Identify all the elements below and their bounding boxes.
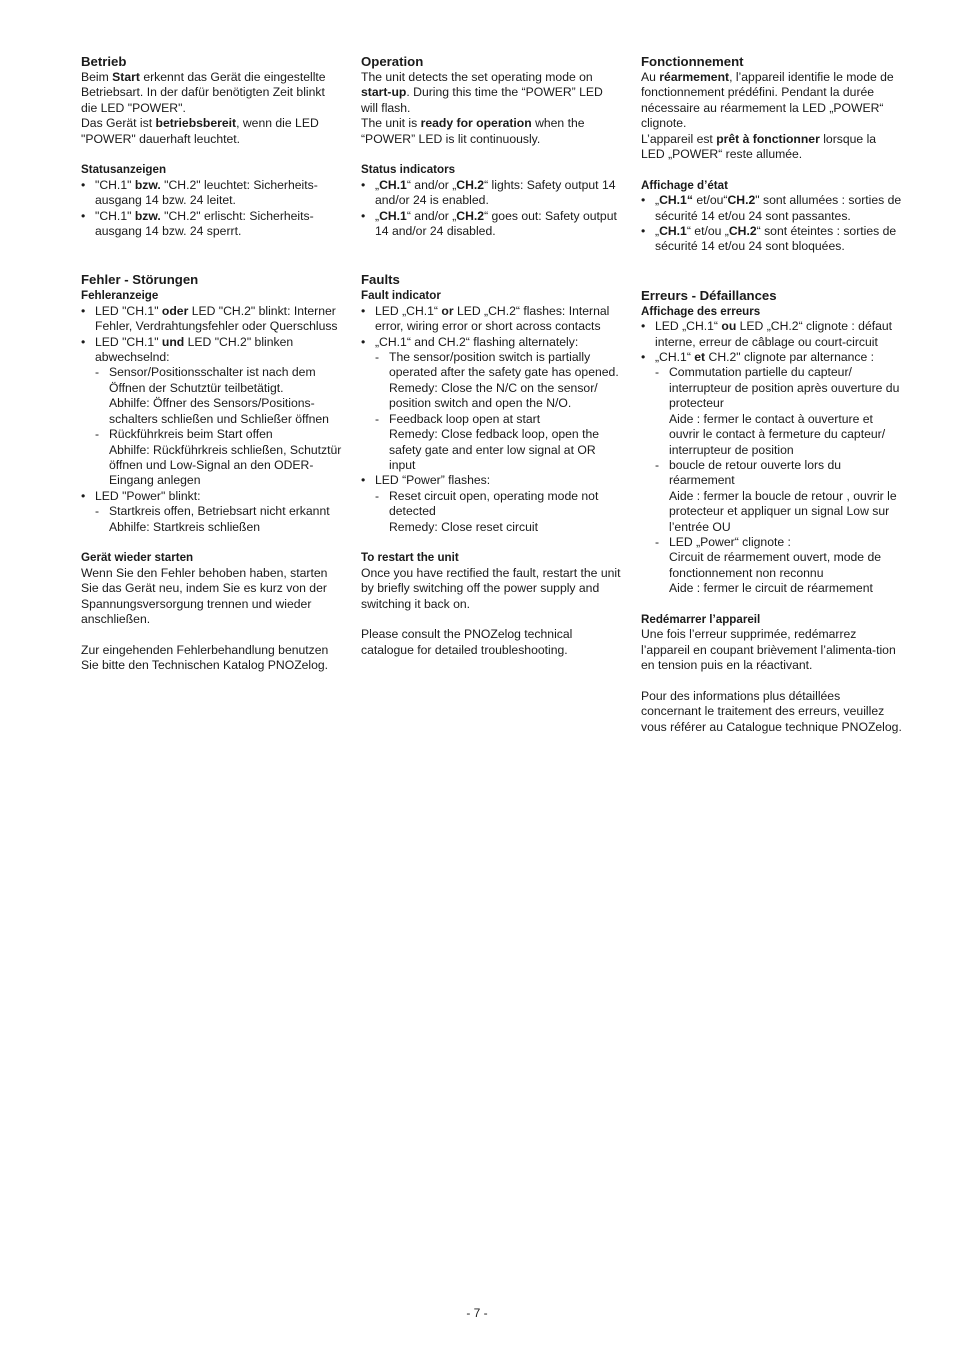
page-number: - 7 - (466, 1306, 488, 1320)
text: „ (655, 224, 660, 239)
remedy-text: Abhilfe: Rückführkreis schließen, Schutztür öffnen und Low-Signal an den ODER-Eingang anlegen (109, 442, 342, 488)
list-item: • „CH.1“ et CH.2" clignote par alternance : (641, 350, 875, 365)
sub-list-item: - Reset circuit open, operating mode not detected Remedy: Close reset circuit (361, 489, 623, 535)
text: " sont allumées : sorties de sécurité 14 et/ou 24 sont passantes. (655, 193, 902, 223)
text: erkennt das Gerät die eingestellte Betriebsart. In der dafür benötigten Zeit blinkt die LED "POWER". (81, 70, 326, 115)
section-title-operation: Operation (361, 54, 424, 69)
section-title-erreurs: Erreurs - Défaillances (641, 287, 777, 303)
paragraph: Please consult the PNOZelog technical catalogue for detailed troubleshooting. (361, 627, 573, 657)
paragraph: Wenn Sie den Fehler behoben haben, starten Sie das Gerät neu, indem Sie es kurz von der Spannungsversorgung trennen und wieder anschließen. (81, 565, 328, 626)
french-column (641, 52, 903, 735)
bold-text: prêt à fonctionner (716, 131, 820, 146)
bold-text: CH.1 (379, 208, 407, 223)
remedy-text: Aide : fermer le circuit de réarmement (669, 581, 873, 596)
section-title-fehler: Fehler - Störungen (81, 272, 199, 288)
subheading-restart: Redémarrer l’appareil (641, 612, 761, 626)
subheading-affichage-etat: Affichage d’état (641, 178, 728, 192)
subheading-restart: Gerät wieder starten (81, 551, 194, 565)
bold-text: CH.1 (379, 177, 407, 192)
text: Startkreis offen, Betriebsart nicht erkannt (109, 504, 330, 519)
text: Commutation partielle du capteur/ interrupteur de position après ouverture du protecteur (669, 365, 900, 411)
section-title-fonctionnement: Fonctionnement (641, 54, 744, 69)
text: LED "Power" blinkt: (95, 488, 201, 503)
remedy-text: Remedy: Close fedback loop, open the safety gate and enter low signal at OR input (389, 427, 600, 472)
text: „ (655, 193, 660, 208)
sub-list-item: - Sensor/Positionsschalter ist nach dem Öffnen der Schutztür teilbetätigt. Abhilfe: Öffner des Sensors/Positions-schalters schließen und Schließer öffnen (81, 365, 343, 427)
text: „ (375, 177, 380, 192)
text: „CH.1“ and CH.2“ flashing alternately: (375, 334, 579, 349)
text: “ et/ou „ (686, 224, 729, 239)
text: “ goes out: Safety output 14 and/or 24 disabled. (375, 208, 617, 239)
bold-text: bzw. (134, 208, 161, 223)
remedy-text: Aide : fermer la boucle de retour , ouvrir le protecteur et appliquer un signal Low sur l’entrée OU (669, 488, 897, 534)
paragraph (81, 70, 343, 116)
remedy-text: Remedy: Close reset circuit (389, 519, 539, 534)
paragraph (641, 132, 903, 163)
section-title-faults: Faults (361, 272, 400, 288)
subheading-fehleranzeige: Fehleranzeige (81, 289, 159, 303)
bold-text: et (694, 350, 706, 365)
list-item: • "CH.1" bzw. "CH.2" leuchtet: Sicherheits-ausgang 14 bzw. 24 leitet. (81, 177, 318, 208)
text: The unit detects the set operating mode on (361, 70, 593, 84)
english-column (361, 52, 623, 658)
subheading-restart: To restart the unit (361, 551, 459, 565)
text: LED "CH.2" blinken abwechselnd: (95, 334, 294, 365)
list-item: • LED "CH.1" oder LED "CH.2" blinkt: Interner Fehler, Verdrahtungsfehler oder Querschluss (81, 303, 338, 334)
list-item: • "CH.1" bzw. "CH.2" erlischt: Sicherheits-ausgang 14 bzw. 24 sperrt. (81, 208, 314, 239)
remedy-text: Remedy: Close the N/C on the sensor/ position switch and open the N/O. (389, 380, 598, 411)
bold-text: und (161, 334, 185, 349)
text: CH.2" clignote par alternance : (705, 350, 875, 365)
text: Rückführkreis beim Start offen (109, 427, 273, 442)
sub-list-item: - Feedback loop open at start Remedy: Close fedback loop, open the safety gate and enter low signal at OR input (361, 412, 623, 474)
text: , l’appareil identifie le mode de fonctionnement prédéfini. Pendant la durée nécessaire au réarmement la LED „POWER“ clignote. (641, 70, 894, 131)
paragraph: Pour des informations plus détaillées concernant le traitement des erreurs, veuillez vous référer au Catalogue technique PNOZelog. (641, 688, 902, 734)
text: “ sont éteintes : sorties de sécurité 14 et/ou 24 sont bloquées. (655, 224, 897, 254)
sub-list-item: - The sensor/position switch is partially operated after the safety gate has opened. Remedy: Close the N/C on the sensor/ position switch and open the N/O. (361, 350, 623, 412)
text: Au (641, 70, 660, 84)
text: "CH.2" leuchtet: Sicherheits-ausgang 14 bzw. 24 leitet. (95, 177, 318, 208)
text: "CH.1" (95, 208, 135, 223)
text: LED „CH.2“ clignote : défaut interne, erreur de câblage ou court-circuit (655, 319, 893, 349)
bold-text: or (441, 303, 454, 318)
sub-list-item: - boucle de retour ouverte lors du réarmement Aide : fermer la boucle de retour , ouvrir le protecteur et appliquer un signal Low sur l’entrée OU (641, 458, 903, 535)
german-column (81, 52, 343, 674)
subheading-affichage-erreurs: Affichage des erreurs (641, 304, 761, 318)
text: L’appareil est (641, 131, 717, 146)
paragraph: Zur eingehenden Fehlerbehandlung benutzen Sie bitte den Technischen Katalog PNOZelog. (81, 642, 329, 673)
bold-text: CH.1“ (659, 193, 693, 208)
text: LED "CH.2" blinkt: Interner Fehler, Verdrahtungsfehler oder Querschluss (95, 303, 338, 334)
sub-list-item: - Rückführkreis beim Start offen Abhilfe: Rückführkreis schließen, Schutztür öffnen und Low-Signal an den ODER-Eingang anlegen (95, 427, 342, 488)
paragraph: Une fois l’erreur supprimée, redémarrez l’appareil en coupant brièvement l’alimenta-tion en tension puis en la réactivant. (641, 627, 896, 673)
text: The sensor/position switch is partially operated after the safety gate has opened. (389, 350, 619, 380)
text: et/ou“ (692, 193, 728, 208)
text: „ (375, 208, 380, 223)
paragraph (361, 116, 623, 147)
text: , wenn die LED "POWER" dauerhaft leuchtet. (81, 116, 319, 146)
list-item: • LED „CH.1“ ou LED „CH.2“ clignote : défaut interne, erreur de câblage ou court-circuit (641, 319, 893, 349)
bold-text: start-up (361, 85, 407, 100)
list-item: • „CH.1“ et/ou „CH.2“ sont éteintes : sorties de sécurité 14 et/ou 24 sont bloquées. (641, 224, 897, 254)
paragraph (641, 70, 903, 132)
text: “ and/or „ (406, 208, 457, 223)
text: Feedback loop open at start (389, 411, 541, 426)
list-item: • LED “Power” flashes: (361, 473, 491, 488)
text: LED "CH.1" (95, 334, 162, 349)
text: LED „CH.1“ (375, 303, 442, 318)
text: The unit is (361, 116, 421, 131)
remedy-text: Abhilfe: Öffner des Sensors/Positions-schalters schließen und Schließer öffnen (109, 396, 329, 426)
text: „CH.1“ (655, 350, 695, 365)
subheading-status: Status indicators (361, 163, 456, 177)
paragraph: Once you have rectified the fault, restart the unit by briefly switching off the power supply and switching it back on. (361, 565, 621, 611)
text: Circuit de réarmement ouvert, mode de fonctionnement non reconnu (669, 550, 882, 580)
bold-text: réarmement (659, 70, 730, 84)
list-item: • LED „CH.1“ or LED „CH.2“ flashes: Internal error, wiring error or short across contacts (361, 303, 610, 334)
text: LED „CH.2“ flashes: Internal error, wiring error or short across contacts (375, 303, 610, 334)
bold-text: CH.2 (456, 177, 485, 192)
paragraph (81, 116, 343, 147)
text: LED "CH.1" (95, 303, 162, 318)
text: “ and/or „ (406, 177, 457, 192)
text: "CH.1" (95, 177, 135, 192)
bold-text: ou (721, 319, 737, 334)
bold-text: betriebsbereit (155, 116, 237, 131)
bold-text: bzw. (134, 177, 161, 192)
bold-text: CH.1 (659, 224, 687, 239)
text: Beim (81, 70, 113, 84)
bold-text: oder (161, 303, 189, 318)
text: lorsque la LED „POWER“ reste allumée. (641, 131, 877, 162)
text: LED „CH.1“ (655, 319, 722, 334)
bold-text: ready for operation (420, 116, 532, 131)
text: “ lights: Safety output 14 and/or 24 is enabled. (375, 177, 616, 208)
text: boucle de retour ouverte lors du réarmement (669, 457, 842, 488)
bold-text: CH.2 (456, 208, 485, 223)
text: . During this time the “POWER” LED will flash. (361, 85, 603, 115)
sub-list-item: - LED „Power“ clignote : Circuit de réarmement ouvert, mode de fonctionnement non reconnu Aide : fermer le circuit de réarmement (641, 535, 903, 597)
list-item: • „CH.1“ and/or „CH.2“ goes out: Safety output 14 and/or 24 disabled. (361, 208, 617, 239)
subheading-fault-indicator: Fault indicator (361, 289, 441, 303)
subheading-statusanzeigen: Statusanzeigen (81, 163, 167, 177)
list-item: • „CH.1“ and/or „CH.2“ lights: Safety output 14 and/or 24 is enabled. (361, 177, 616, 208)
text: LED “Power” flashes: (375, 473, 491, 488)
text: Das Gerät ist (81, 116, 156, 131)
remedy-text: Aide : fermer le contact à ouverture et ouvrir le contact à fermeture du capteur/ interrupteur de position (669, 411, 886, 457)
remedy-text: Abhilfe: Startkreis schließen (109, 519, 261, 534)
bold-text: Start (112, 70, 140, 84)
sub-list-item: - Startkreis offen, Betriebsart nicht erkannt Abhilfe: Startkreis schließen (81, 504, 343, 535)
text: when the “POWER” LED is lit continuously. (361, 116, 585, 146)
text: Reset circuit open, operating mode not detected (389, 488, 599, 519)
section-title-betrieb: Betrieb (81, 54, 127, 69)
text: Sensor/Positionsschalter ist nach dem Öffnen der Schutztür teilbetätigt. (109, 365, 316, 395)
list-item: • LED "CH.1" und LED "CH.2" blinken abwechselnd: (81, 334, 294, 365)
text: LED „Power“ clignote : (669, 534, 791, 549)
bold-text: CH.2 (727, 193, 756, 208)
sub-list-item: - Commutation partielle du capteur/ interrupteur de position après ouverture du protecteur Aide : fermer le contact à ouverture et ouvrir le contact à fermeture du capteur/ interrupteur de position (641, 365, 903, 457)
list-item: • „CH.1“ and CH.2“ flashing alternately: (361, 334, 579, 349)
text: "CH.2" erlischt: Sicherheits-ausgang 14 bzw. 24 sperrt. (95, 208, 314, 239)
list-item: • LED "Power" blinkt: (81, 488, 201, 503)
bold-text: CH.2 (728, 224, 757, 239)
list-item: • „CH.1“ et/ou“CH.2" sont allumées : sorties de sécurité 14 et/ou 24 sont passantes. (641, 193, 902, 223)
paragraph (361, 70, 623, 116)
